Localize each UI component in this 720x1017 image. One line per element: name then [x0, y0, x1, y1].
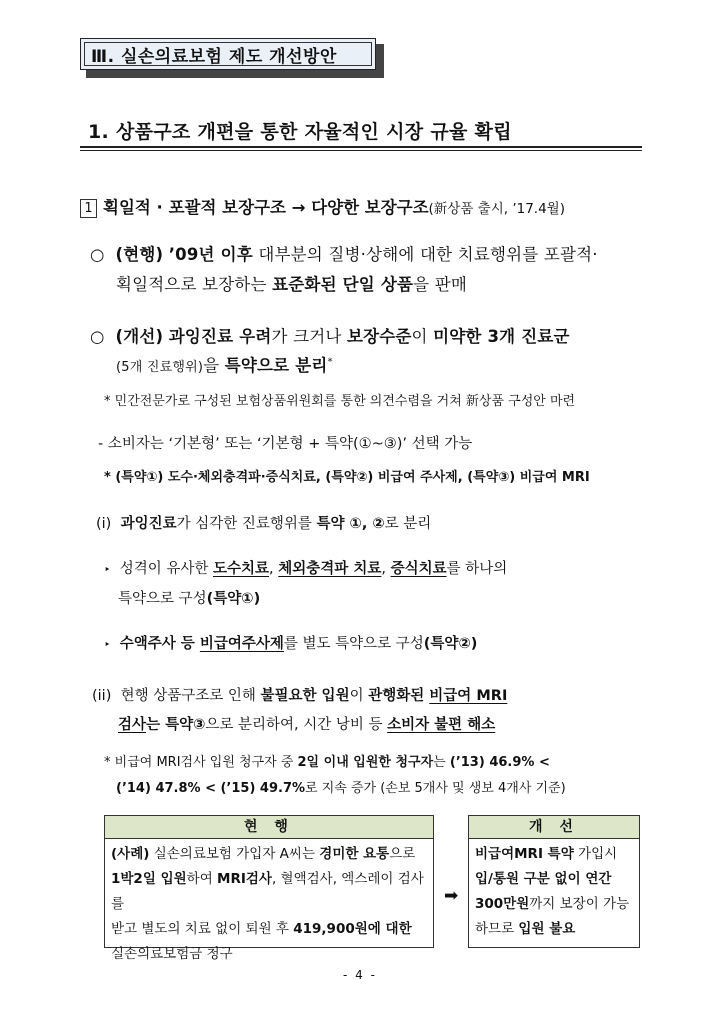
- current-text-2b: 을 판매: [413, 275, 468, 294]
- bullet2-emph-1: 수액주사 등: [119, 636, 200, 652]
- bullet1-sep-2: ,: [381, 561, 391, 577]
- bullet2-text-1: 를 별도 특약으로 구성: [283, 636, 424, 652]
- item1-heading: [80, 194, 565, 218]
- triangle-bullet-icon: ‣: [104, 638, 111, 651]
- riders-line: * (특약①) 도수·체외충격파·증식치료, (특약②) 비급여 주사제, (특약③) 비급여 MRI: [104, 470, 590, 485]
- subsection-rule-thin: [80, 150, 642, 151]
- sub-i-emph-2: 특약 ①, ②: [316, 516, 385, 532]
- circle-bullet: ○: [90, 327, 105, 346]
- improve-text-3b: 을: [203, 356, 225, 375]
- note2-text-1a: * 비급여 MRI검사 입원 청구자 중: [104, 755, 298, 770]
- bullet1-line-1: [104, 557, 507, 578]
- note2-text-1d: (’13) 46.9% <: [449, 755, 550, 770]
- improve-label: (개선): [115, 327, 164, 346]
- bullet1-u1: 도수치료: [212, 561, 270, 577]
- sub-ii-label: (ii): [92, 688, 112, 704]
- cc-l1d: 으로: [389, 846, 416, 862]
- current-case-line-1: [111, 842, 427, 867]
- cc-l1c: 경미한 요통: [319, 846, 390, 862]
- improve-line-2: [116, 352, 333, 376]
- current-case-line-3: [111, 917, 427, 942]
- sub-i-line: [96, 512, 431, 533]
- triangle-bullet-icon: ‣: [104, 563, 111, 576]
- sub-ii-text-2: 이: [349, 688, 369, 704]
- improved-case-line-3: [475, 892, 633, 917]
- subsection-rule-thick: [80, 146, 642, 148]
- footnote-1: * 민간전문가로 구성된 보험상품위원회를 통한 의견수렴을 거쳐 新상품 구성안 마련: [104, 394, 576, 409]
- cc-l3c: 에 대한: [367, 921, 412, 937]
- ic-l1b: 가입시: [573, 846, 618, 862]
- cc-l3b: 419,900원: [293, 921, 368, 937]
- bullet1-text-2: 를 하나의: [446, 561, 508, 577]
- cc-l2c: MRI검사: [217, 871, 272, 887]
- sub-ii-u3: 소비자 불편 해소: [387, 717, 496, 733]
- improve-text-2: 이: [411, 327, 434, 346]
- cc-l1a: (사례): [111, 846, 150, 862]
- note2-text-1b: 2일 이내 입원한 청구자: [297, 755, 434, 770]
- bullet1-u2: 체외충격파 치료: [278, 561, 382, 577]
- cc-l2b: 하여: [186, 871, 218, 887]
- section-title: Ⅲ. 실손의료보험 제도 개선방안: [84, 42, 372, 66]
- footnote-2-line-2: [116, 777, 566, 796]
- current-emph: 표준화된 단일 상품: [272, 275, 414, 294]
- current-label: (현행): [115, 245, 164, 264]
- sub-i-text-1: 가 심각한 진료행위를: [176, 516, 317, 532]
- subsection-title: 1. 상품구조 개편을 통한 자율적인 시장 규율 확립: [88, 121, 512, 143]
- bullet2-line: [104, 632, 477, 653]
- bullet1-u3: 증식치료: [390, 561, 447, 577]
- sub-ii-u1: 비급여 MRI: [429, 688, 508, 704]
- circle-bullet: ○: [90, 245, 105, 264]
- sub-ii-emph-2: 관행화된: [368, 688, 430, 704]
- improve-emph-2: 보장수준: [346, 327, 412, 346]
- improved-case-line-4: [475, 917, 633, 942]
- current-case-box: [104, 838, 434, 962]
- improve-emph-1: 과잉진료 우려: [168, 327, 272, 346]
- current-line-1: [90, 241, 598, 265]
- cc-l1b: 실손의료보험 가입자 A씨는: [149, 846, 320, 862]
- sub-ii-text-1: 현행 상품구조로 인해: [120, 688, 261, 704]
- cc-l3a: 받고 별도의 치료 없이 퇴원 후: [111, 921, 294, 937]
- sub-ii-u2: 검사: [118, 717, 147, 733]
- current-text-1: 대부분의 질병·상해에 대한 치료행위를 포괄적·: [252, 245, 598, 264]
- sub-ii-line-2: [118, 713, 495, 734]
- bullet2-emph-2: (특약②): [423, 636, 478, 652]
- improve-text-1: 가 크거나: [271, 327, 347, 346]
- item1-title: 획일적 · 포괄적 보장구조 → 다양한 보장구조: [103, 198, 429, 217]
- arrow-right-icon: ➡: [444, 886, 459, 906]
- sub-i-emph-1: 과잉진료: [120, 516, 177, 532]
- item-number-box: 1: [80, 199, 97, 218]
- improve-line-1: [90, 323, 570, 347]
- improved-case-line-2: 입/통원 구분 없이 연간: [475, 871, 612, 887]
- improved-case-line-1: [475, 842, 633, 867]
- improve-emph-4: 특약으로 분리: [224, 356, 328, 375]
- improve-emph-3: 미약한 3개 진료군: [433, 327, 570, 346]
- item1-note: (新상품 출시, ’17.4월): [428, 201, 565, 217]
- current-year: ’09년 이후: [168, 245, 253, 264]
- bullet1-line-2: [118, 587, 260, 608]
- improve-text-3a: (5개 진료행위): [116, 360, 204, 375]
- improve-footnote-mark: *: [327, 356, 333, 368]
- sub-i-text-2: 로 분리: [384, 516, 432, 532]
- sub-ii-emph-3: 는 특약③: [146, 717, 206, 733]
- sub-ii-text-3: 으로 분리하여, 시간 낭비 등: [205, 717, 388, 733]
- cc-l2d: , 혈액검사, 엑스레이 검사를: [111, 871, 424, 912]
- note2-text-2b: 로 지속 증가 (손보 5개사 및 생보 4개사 기준): [305, 781, 566, 796]
- choice-line: - 소비자는 ‘기본형’ 또는 ‘기본형 + 특약(①~③)’ 선택 가능: [98, 436, 473, 452]
- ic-l3b: 까지 보장이 가능: [529, 896, 630, 912]
- ic-l1a: 비급여MRI 특약: [475, 846, 574, 862]
- bullet1-text-1: 성격이 유사한: [119, 561, 213, 577]
- current-text-2a: 획일적으로 보장하는: [116, 275, 273, 294]
- current-line-2: [116, 271, 467, 295]
- note2-text-2a: (’14) 47.8% < (’15) 49.7%: [116, 781, 306, 796]
- footnote-2-line-1: [104, 751, 550, 770]
- sub-ii-line-1: [92, 684, 507, 705]
- section-title-box: [80, 38, 376, 70]
- improved-case-box: [468, 838, 640, 948]
- current-case-line-4: 실손의료보험금 청구: [111, 946, 233, 962]
- current-case-line-2: [111, 867, 427, 917]
- bullet1-sep-1: ,: [269, 561, 279, 577]
- improved-case-header: 개 선: [468, 815, 640, 839]
- cc-l2a: 1박2일 입원: [111, 871, 187, 887]
- bullet2-u1: 비급여주사제: [199, 636, 284, 652]
- sub-ii-emph-1: 불필요한 입원: [260, 688, 350, 704]
- current-case-header: 현 행: [104, 815, 434, 839]
- ic-l4a: 하므로: [475, 921, 519, 937]
- sub-i-label: (i): [96, 516, 112, 532]
- ic-l4b: 입원 불요: [518, 921, 576, 937]
- note2-text-1c: 는: [433, 755, 450, 770]
- ic-l3a: 300만원: [475, 896, 530, 912]
- bullet1-text-3: 특약으로 구성: [118, 591, 207, 607]
- page-number: - 4 -: [343, 968, 377, 982]
- bullet1-emph: (특약①): [206, 591, 261, 607]
